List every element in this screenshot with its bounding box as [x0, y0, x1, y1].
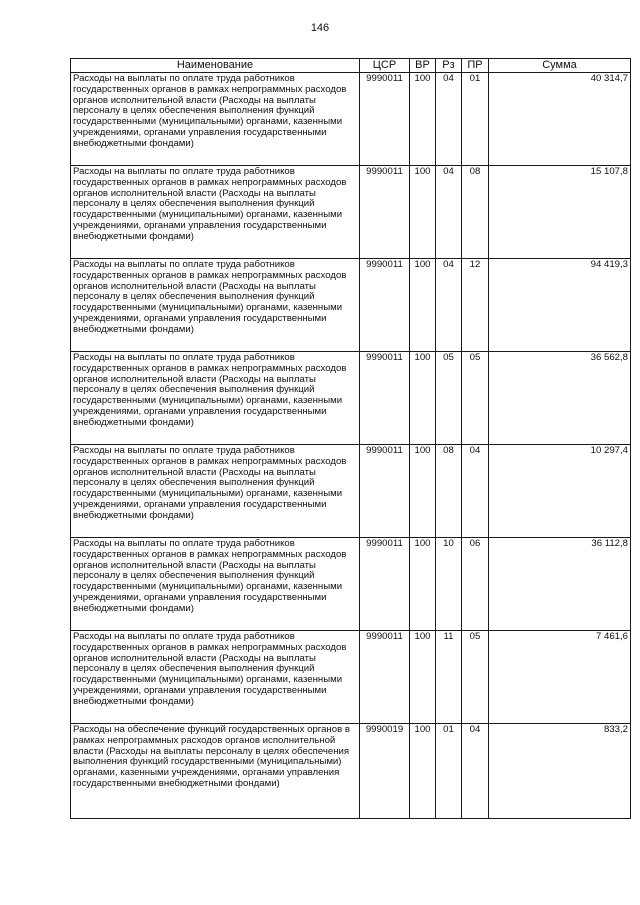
row-name: Расходы на выплаты по оплате труда работников государственных органов в рамках непрограммных расходов органов исполнительной власти (Расходы на выплаты персоналу в целях обеспечения выполнения функций государственными (муниципальными) органами, казенными учреждениями, органами управления государственными внебюджетными фондами)	[71, 445, 360, 538]
row-csr: 9990011	[360, 445, 410, 538]
row-sum: 833,2	[489, 724, 631, 819]
row-pr: 05	[462, 631, 489, 724]
budget-table	[70, 58, 631, 819]
table-row	[71, 166, 631, 259]
row-csr: 9990011	[360, 352, 410, 445]
header-csr: ЦСР	[360, 59, 410, 73]
row-vr: 100	[410, 352, 436, 445]
row-csr: 9990011	[360, 538, 410, 631]
row-csr: 9990011	[360, 631, 410, 724]
row-csr: 9990011	[360, 73, 410, 166]
table-row	[71, 259, 631, 352]
row-vr: 100	[410, 538, 436, 631]
row-rz: 04	[436, 73, 462, 166]
row-csr: 9990011	[360, 259, 410, 352]
page-number: 146	[310, 22, 330, 34]
row-sum: 94 419,3	[489, 259, 631, 352]
row-pr: 06	[462, 538, 489, 631]
row-pr: 12	[462, 259, 489, 352]
table-row	[71, 73, 631, 166]
row-rz: 01	[436, 724, 462, 819]
table-row	[71, 724, 631, 819]
table-row	[71, 352, 631, 445]
row-rz: 11	[436, 631, 462, 724]
header-pr: ПР	[462, 59, 489, 73]
row-rz: 05	[436, 352, 462, 445]
table-header-row	[71, 59, 631, 73]
row-pr: 08	[462, 166, 489, 259]
table-row	[71, 631, 631, 724]
row-vr: 100	[410, 166, 436, 259]
row-sum: 10 297,4	[489, 445, 631, 538]
row-rz: 04	[436, 259, 462, 352]
row-pr: 04	[462, 445, 489, 538]
row-name: Расходы на выплаты по оплате труда работников государственных органов в рамках непрограммных расходов органов исполнительной власти (Расходы на выплаты персоналу в целях обеспечения выполнения функций государственными (муниципальными) органами, казенными учреждениями, органами управления государственными внебюджетными фондами)	[71, 538, 360, 631]
table-row	[71, 445, 631, 538]
header-vr: ВР	[410, 59, 436, 73]
row-vr: 100	[410, 724, 436, 819]
row-name: Расходы на выплаты по оплате труда работников государственных органов в рамках непрограммных расходов органов исполнительной власти (Расходы на выплаты персоналу в целях обеспечения выполнения функций государственными (муниципальными) органами, казенными учреждениями, органами управления государственными внебюджетными фондами)	[71, 352, 360, 445]
row-csr: 9990011	[360, 166, 410, 259]
row-sum: 15 107,8	[489, 166, 631, 259]
row-sum: 36 112,8	[489, 538, 631, 631]
row-pr: 04	[462, 724, 489, 819]
row-vr: 100	[410, 73, 436, 166]
row-vr: 100	[410, 445, 436, 538]
row-rz: 08	[436, 445, 462, 538]
table-row	[71, 538, 631, 631]
row-pr: 01	[462, 73, 489, 166]
row-rz: 10	[436, 538, 462, 631]
row-csr: 9990019	[360, 724, 410, 819]
row-name: Расходы на выплаты по оплате труда работников государственных органов в рамках непрограммных расходов органов исполнительной власти (Расходы на выплаты персоналу в целях обеспечения выполнения функций государственными (муниципальными) органами, казенными учреждениями, органами управления государственными внебюджетными фондами)	[71, 259, 360, 352]
row-name: Расходы на выплаты по оплате труда работников государственных органов в рамках непрограммных расходов органов исполнительной власти (Расходы на выплаты персоналу в целях обеспечения выполнения функций государственными (муниципальными) органами, казенными учреждениями, органами управления государственными внебюджетными фондами)	[71, 73, 360, 166]
header-sum: Сумма	[489, 59, 631, 73]
row-sum: 40 314,7	[489, 73, 631, 166]
row-pr: 05	[462, 352, 489, 445]
row-name: Расходы на выплаты по оплате труда работников государственных органов в рамках непрограммных расходов органов исполнительной власти (Расходы на выплаты персоналу в целях обеспечения выполнения функций государственными (муниципальными) органами, казенными учреждениями, органами управления государственными внебюджетными фондами)	[71, 166, 360, 259]
row-sum: 36 562,8	[489, 352, 631, 445]
row-vr: 100	[410, 631, 436, 724]
row-name: Расходы на обеспечение функций государственных органов в рамках непрограммных расходов органов исполнительной власти (Расходы на выплаты персоналу в целях обеспечения выполнения функций государственными (муниципальными) органами, казенными учреждениями, органами управления государственными внебюджетными фондами)	[71, 724, 360, 819]
header-rz: Рз	[436, 59, 462, 73]
row-sum: 7 461,6	[489, 631, 631, 724]
row-vr: 100	[410, 259, 436, 352]
row-rz: 04	[436, 166, 462, 259]
row-name: Расходы на выплаты по оплате труда работников государственных органов в рамках непрограммных расходов органов исполнительной власти (Расходы на выплаты персоналу в целях обеспечения выполнения функций государственными (муниципальными) органами, казенными учреждениями, органами управления государственными внебюджетными фондами)	[71, 631, 360, 724]
header-name: Наименование	[71, 59, 360, 73]
